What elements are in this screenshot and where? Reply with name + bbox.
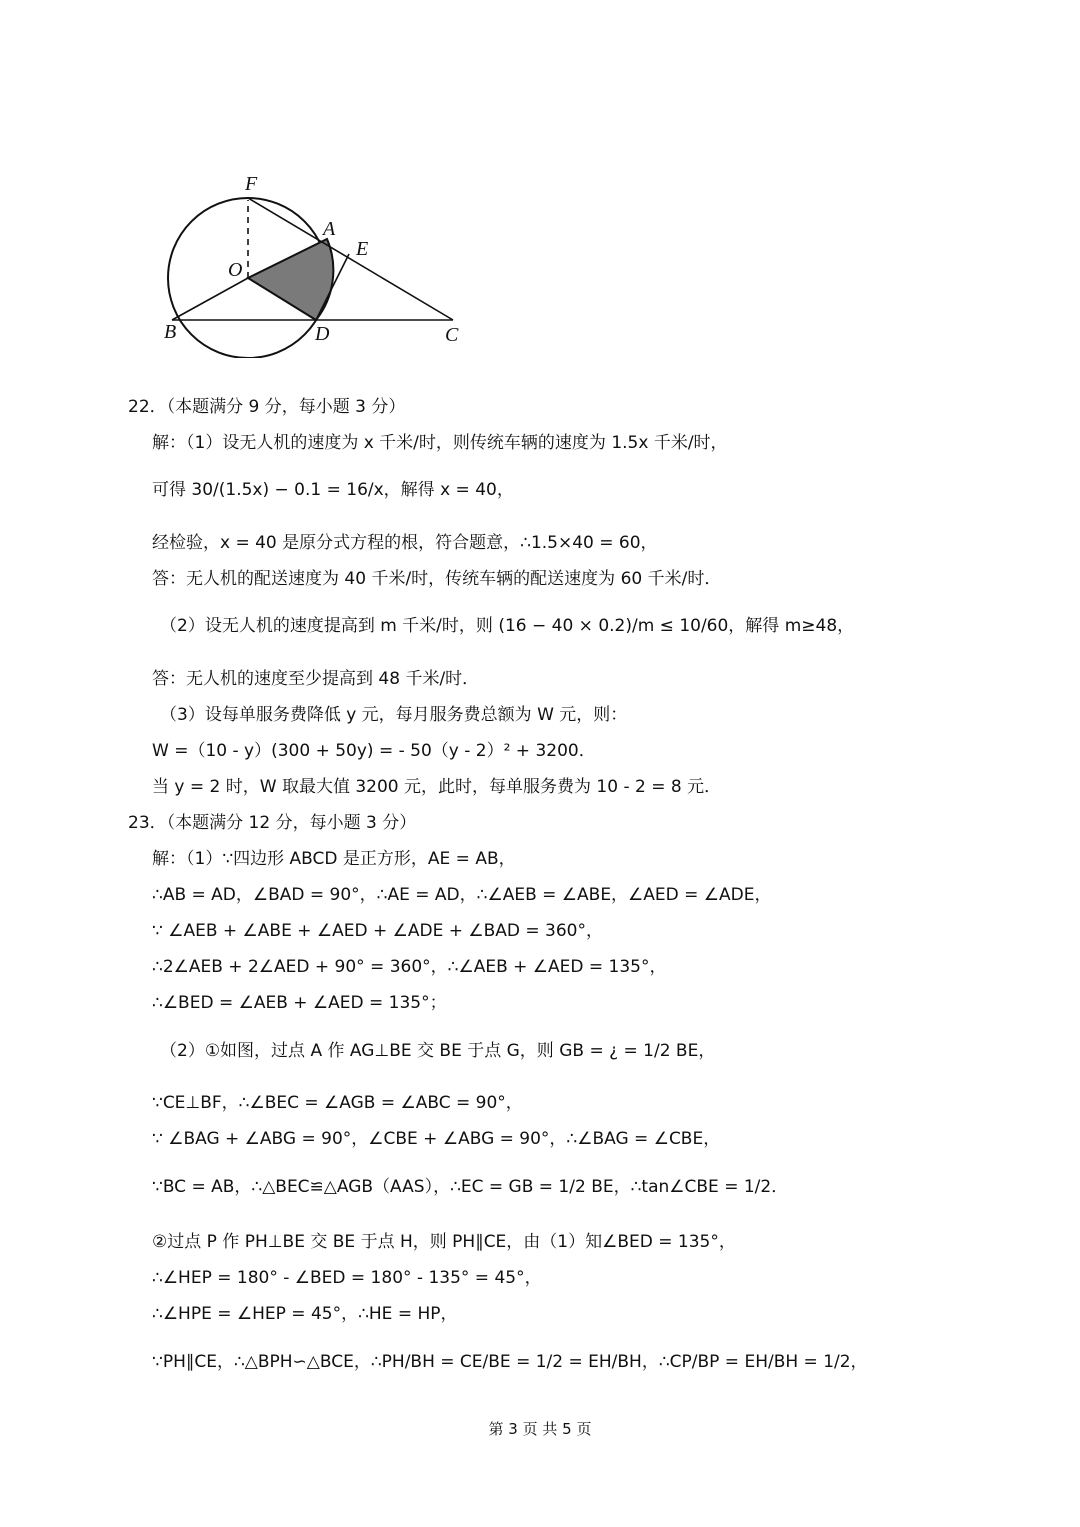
q23-line: ∵ ∠AEB + ∠ABE + ∠AED + ∠ADE + ∠BAD = 360°，	[152, 921, 603, 941]
line-ob	[172, 278, 248, 320]
q22-line: 可得 30/(1.5x) − 0.1 = 16/x，解得 x = 40，	[152, 480, 514, 500]
label-a: A	[323, 218, 336, 240]
q22-line: （2）设无人机的速度提高到 m 千米/时，则 (16 − 40 × 0.2)/m ≤ 10/60，解得 m≥48，	[160, 616, 855, 636]
q23-line: ∴∠HPE = ∠HEP = 45°，∴HE = HP，	[152, 1304, 458, 1324]
q23-line: ∴∠HEP = 180° - ∠BED = 180° - 135° = 45°，	[152, 1268, 542, 1288]
q23-line: ∵BC = AB，∴△BEC≌△AGB（AAS），∴EC = GB = 1/2 BE，∴tan∠CBE = 1/2．	[152, 1177, 789, 1197]
q22-line: W =（10 - y）(300 + 50y) = - 50（y - 2）² + 3200．	[152, 741, 596, 761]
label-d: D	[315, 323, 330, 345]
label-e: E	[356, 238, 369, 260]
line-fc	[248, 198, 453, 320]
geometry-figure	[150, 168, 480, 358]
q23-line: ∴AB = AD，∠BAD = 90°，∴AE = AD，∴∠AEB = ∠ABE，∠AED = ∠ADE，	[152, 885, 772, 905]
label-f: F	[245, 173, 258, 195]
q23-line: ∴∠BED = ∠AEB + ∠AED = 135°；	[152, 993, 447, 1013]
q22-line: 答：无人机的速度至少提高到 48 千米/时．	[152, 669, 480, 689]
label-c: C	[445, 324, 459, 346]
label-b: B	[164, 321, 177, 343]
q22-header: 22．（本题满分 9 分，每小题 3 分）	[128, 397, 406, 417]
q22-line: 答：无人机的配送速度为 40 千米/时，传统车辆的配送速度为 60 千米/时．	[152, 569, 722, 589]
q22-line: 当 y = 2 时，W 取最大值 3200 元，此时，每单服务费为 10 - 2 = 8 元．	[152, 777, 722, 797]
shaded-sector	[248, 239, 333, 320]
page-footer: 第 3 页 共 5 页	[488, 1420, 592, 1438]
q23-line: 解：（1）∵四边形 ABCD 是正方形，AE = AB，	[152, 849, 516, 869]
q23-line: ∵PH∥CE，∴△BPH∽△BCE，∴PH/BH = CE/BE = 1/2 = EH/BH，∴CP/BP = EH/BH = 1/2，	[152, 1352, 868, 1372]
q23-line: ∵CE⊥BF，∴∠BEC = ∠AGB = ∠ABC = 90°，	[152, 1093, 523, 1113]
q22-line: 解：（1）设无人机的速度为 x 千米/时，则传统车辆的速度为 1.5x 千米/时，	[152, 433, 728, 453]
label-o: O	[228, 259, 243, 281]
q23-line: ②过点 P 作 PH⊥BE 交 BE 于点 H，则 PH∥CE，由（1）知∠BED = 135°，	[152, 1232, 736, 1252]
q23-header: 23．（本题满分 12 分，每小题 3 分）	[128, 813, 417, 833]
q23-line: ∵ ∠BAG + ∠ABG = 90°，∠CBE + ∠ABG = 90°，∴∠BAG = ∠CBE，	[152, 1129, 721, 1149]
q22-line: 经检验，x = 40 是原分式方程的根，符合题意，∴1.5×40 = 60，	[152, 533, 658, 553]
q23-line: （2）①如图，过点 A 作 AG⊥BE 交 BE 于点 G，则 GB = ¿ = 1/2 BE，	[160, 1041, 716, 1061]
q22-line: （3）设每单服务费降低 y 元，每月服务费总额为 W 元，则：	[160, 705, 628, 725]
q23-line: ∴2∠AEB + 2∠AED + 90° = 360°，∴∠AEB + ∠AED = 135°，	[152, 957, 667, 977]
